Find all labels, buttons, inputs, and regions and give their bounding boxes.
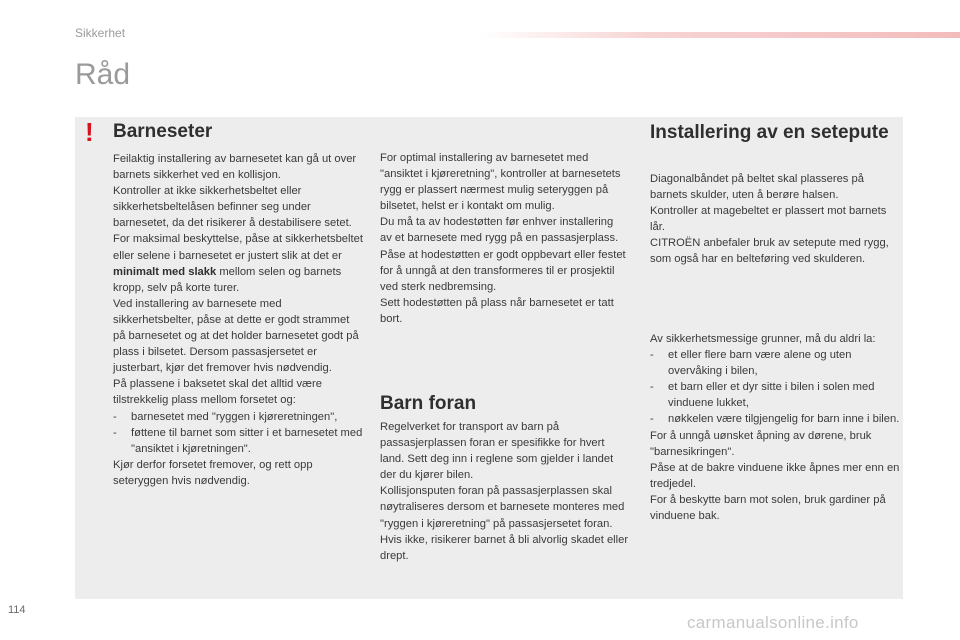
paragraph: Kjør derfor forsetet fremover, og rett opp seteryggen hvis nødvendig. — [113, 458, 313, 487]
page-number: 114 — [8, 604, 26, 616]
section-label: Sikkerhet — [75, 26, 126, 40]
exclamation-icon: ! — [85, 117, 94, 147]
bold-text: minimalt med slakk — [113, 265, 217, 278]
paragraph: CITROËN anbefaler bruk av setepute med rygg, som også har en belteføring ved skulderen. — [650, 237, 889, 266]
header-stripe — [480, 32, 960, 38]
paragraph: Du må ta av hodestøtten før enhver installering av et barnesete med rygg på en passasjerplass. — [380, 216, 619, 245]
paragraph: Feilaktig installering av barnesetet kan gå ut over barnets sikkerhet ved en kollisjon. — [113, 153, 357, 182]
setepute-column — [650, 171, 890, 268]
paragraph: For maksimal beskyttelse, påse at sikkerhetsbeltet eller selene i barnesetet er justert slik at det er minimalt med slakk mellom selen og barnets kropp, selv på korte turer. — [113, 233, 363, 294]
barneseter-column — [113, 151, 363, 489]
paragraph: Påse at hodestøtten er godt oppbevart eller festet for å unngå at den transformeres til er prosjektil ved sterk nedbremsing. — [380, 248, 626, 293]
paragraph: Kollisjonsputen foran på passasjerplassen skal nøytraliseres dersom et barnesete monteres med "ryggen i kjøreretning" på passasjersetet foran. Hvis ikke, risikerer barnet å bli alvorlig skadet eller drept. — [380, 485, 629, 562]
paragraph: Ved installering av barnesete med sikkerhetsbelter, påse at dette er godt strammet på barnesetet og at det holder barnesetet godt på plass i bilsetet. Dersom passasjersetet er justerbart, kjør det fremover hvis nødvendig. — [113, 297, 359, 375]
setepute-heading — [650, 122, 890, 144]
barneseter-column-2 — [380, 150, 628, 327]
setepute-heading-text: Installering av en setepute — [650, 122, 889, 143]
paragraph: Av sikkerhetsmessige grunner, må du aldri la: — [650, 333, 876, 345]
paragraph: For optimal installering av barnesetet med "ansiktet i kjøreretning", kontroller at barnesetets rygg er plassert nærmest mulig seteryggen på bilsetet, helst er i kontakt om mulig. — [380, 152, 621, 213]
bullet-marker: - — [650, 381, 654, 394]
paragraph: Sett hodestøtten på plass når barnesetet er tatt bort. — [380, 296, 614, 325]
paragraph: Diagonalbåndet på beltet skal plasseres på barnets skulder, uten å berøre halsen. — [650, 173, 864, 202]
bullet-marker: - — [113, 410, 117, 423]
paragraph: På plassene i baksetet skal det alltid være tilstrekkelig plass mellom forsetet og: — [113, 378, 322, 407]
barneseter-heading: Barneseter — [113, 121, 213, 142]
paragraph: For å unngå uønsket åpning av dørene, bruk "barnesikringen". — [650, 429, 872, 458]
paragraph: For å beskytte barn mot solen, bruk gardiner på vinduene bak. — [650, 493, 886, 523]
list-item: - et eller flere barn være alene og uten overvåking i bilen, — [650, 347, 900, 379]
paragraph: Påse at de bakre vinduene ikke åpnes mer enn en tredjedel. — [650, 461, 900, 490]
list-item: - et barn eller et dyr sitte i bilen i solen med vinduene lukket, — [650, 379, 900, 411]
barn-foran-column — [380, 419, 630, 564]
paragraph: Regelverket for transport av barn på passasjerplassen foran er spesifikke for hvert land. Sett deg inn i reglene som gjelder i landet der du kjører bilen. — [380, 421, 614, 482]
barn-foran-heading: Barn foran — [380, 393, 477, 414]
list-item: - barnesetet med "ryggen i kjøreretningen", — [113, 409, 363, 425]
list-item: - føttene til barnet som sitter i et barnesetet med "ansiktet i kjøretningen". — [113, 425, 363, 457]
list-item: - nøkkelen være tilgjengelig for barn inne i bilen. — [650, 411, 900, 427]
page-title: Råd — [75, 58, 131, 91]
safety-column — [650, 331, 900, 524]
paragraph: Kontroller at magebeltet er plassert mot barnets lår. — [650, 205, 887, 234]
bullet-marker: - — [650, 413, 654, 426]
paragraph: Kontroller at ikke sikkerhetsbeltet eller sikkerhetsbeltelåsen befinner seg under barnesetet, da det risikerer å destabilisere setet. — [113, 185, 352, 230]
bullet-marker: - — [650, 349, 654, 362]
bullet-marker: - — [113, 426, 117, 439]
watermark: carmanualsonline.info — [687, 613, 859, 632]
